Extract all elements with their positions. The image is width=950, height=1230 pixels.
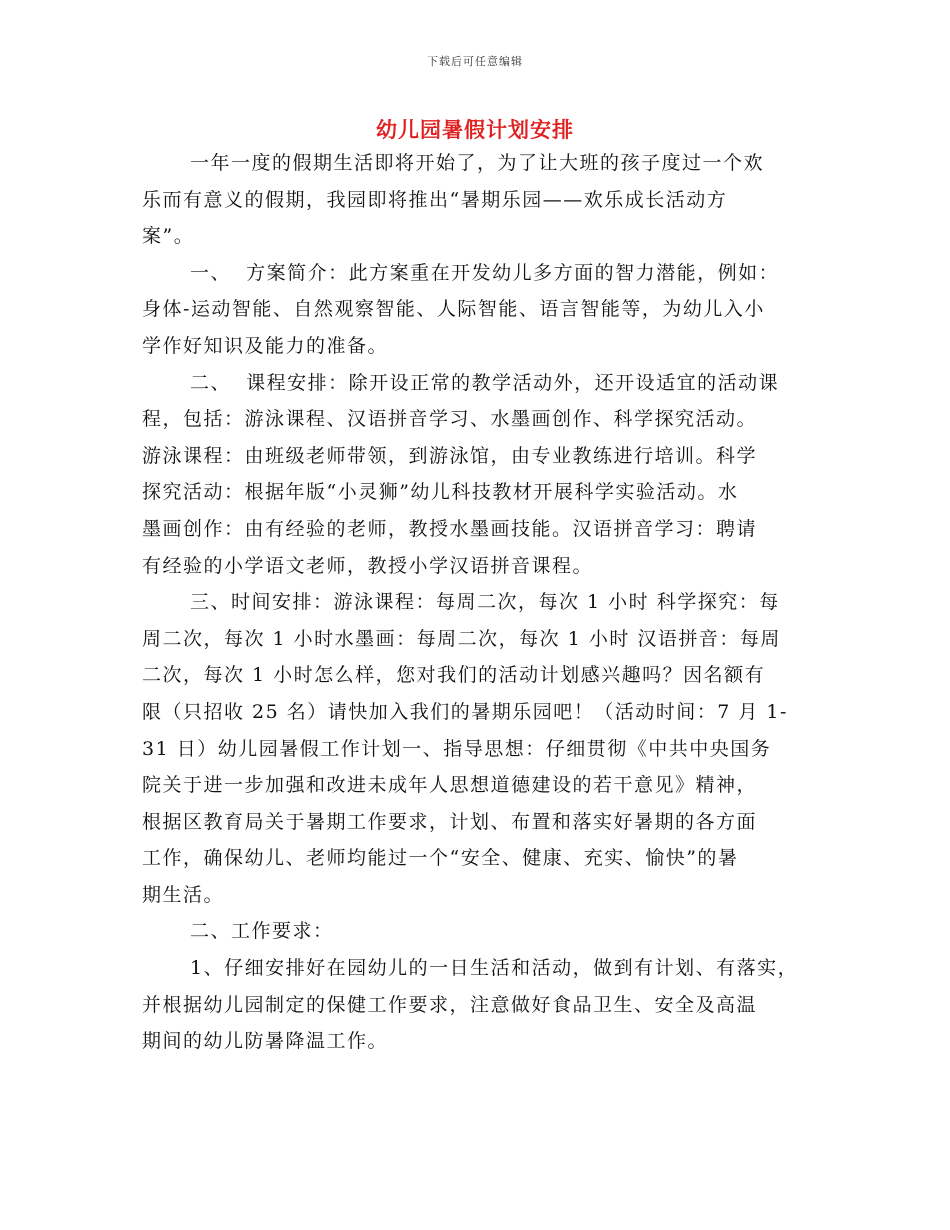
page-header: 下载后可任意编辑 (427, 55, 523, 68)
text-line: 程，包括：游泳课程、汉语拼音学习、水墨画创作、科学探究活动。 (142, 408, 758, 431)
text-line: 1、仔细安排好在园幼儿的一日生活和活动，做到有计划、有落实， (190, 957, 799, 980)
text-line: 游泳课程：由班级老师带领，到游泳馆，由专业教练进行培训。科学 (142, 444, 758, 467)
text-line: 学作好知识及能力的准备。 (142, 334, 389, 357)
text-line: 墨画创作：由有经验的老师，教授水墨画技能。汉语拼音学习：聘请 (142, 517, 758, 540)
document-title: 幼儿园暑假计划安排 (376, 117, 574, 142)
text-line: 一、 方案简介：此方案重在开发幼儿多方面的智力潜能，例如： (190, 261, 780, 284)
text-line: 乐而有意义的假期，我园即将推出“暑期乐园——欢乐成长活动方 (142, 188, 728, 211)
text-line: 一年一度的假期生活即将开始了，为了让大班的孩子度过一个欢 (190, 152, 765, 174)
text-line: 工作，确保幼儿、老师均能过一个“安全、健康、充实、愉快”的暑 (142, 847, 739, 870)
document-body (142, 145, 832, 1060)
text-line: 并根据幼儿园制定的保健工作要求，注意做好食品卫生、安全及高温 (142, 993, 758, 1016)
text-line: 二、工作要求： (190, 920, 334, 943)
text-line: 周二次，每次 1 小时水墨画：每周二次，每次 1 小时 汉语拼音：每周 (142, 627, 781, 650)
text-line: 三、时间安排：游泳课程：每周二次，每次 1 小时 科学探究：每 (190, 591, 780, 614)
text-line: 期生活。 (142, 883, 225, 906)
text-line: 二次，每次 1 小时怎么样，您对我们的活动计划感兴趣吗？因名额有 (142, 664, 766, 687)
text-line: 期间的幼儿防暑降温工作。 (142, 1030, 389, 1053)
text-line: 限（只招收 25 名）请快加入我们的暑期乐园吧！（活动时间：7 月 1- (142, 700, 788, 723)
text-line: 有经验的小学语文老师，教授小学汉语拼音课程。 (142, 554, 594, 577)
text-line: 根据区教育局关于暑期工作要求，计划、布置和落实好暑期的各方面 (142, 810, 758, 833)
text-line: 探究活动：根据年版“小灵狮”幼儿科技教材开展科学实验活动。水 (142, 481, 739, 504)
text-line: 二、 课程安排：除开设正常的教学活动外，还开设适宜的活动课 (190, 371, 780, 394)
text-line: 身体-运动智能、自然观察智能、人际智能、语言智能等，为幼儿入小 (142, 298, 765, 321)
text-line: 案”。 (142, 225, 195, 248)
text-line: 院关于进一步加强和改进未成年人思想道德建设的若干意见》精神， (142, 774, 758, 797)
text-line: 31 日）幼儿园暑假工作计划一、指导思想：仔细贯彻《中共中央国务 (142, 737, 772, 760)
